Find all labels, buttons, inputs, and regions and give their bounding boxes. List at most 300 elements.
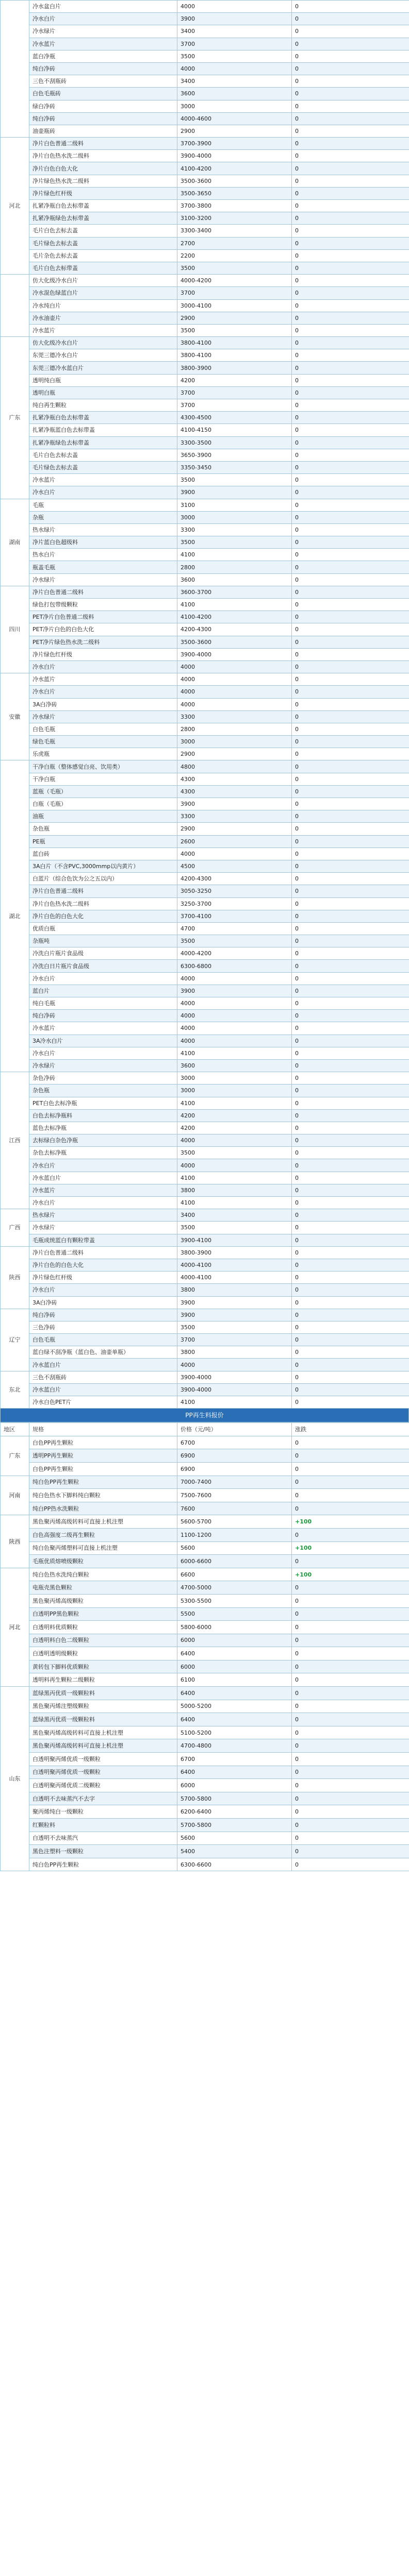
region-cell: 陕西 xyxy=(1,1246,29,1309)
spec-cell: 净片白色的白色大化 xyxy=(29,1259,177,1271)
table-row xyxy=(1,1284,409,1296)
table-row xyxy=(1,1673,409,1687)
table-row xyxy=(1,175,409,187)
change-cell: 0 xyxy=(292,985,409,997)
spec-cell: 冷水白片 xyxy=(29,486,177,499)
spec-cell: 净片白色的白色大化 xyxy=(29,910,177,922)
price-cell: 6400 xyxy=(177,1647,292,1660)
spec-cell: 纯白色聚丙烯塑料可直接上机注塑 xyxy=(29,1541,177,1555)
table-row xyxy=(1,1607,409,1621)
spec-cell: 杂色瓶 xyxy=(29,1084,177,1097)
change-cell: 0 xyxy=(292,511,409,523)
spec-cell: 冷水混色绿蓝白片 xyxy=(29,287,177,299)
table-row xyxy=(1,873,409,885)
price-cell: 4000-4100 xyxy=(177,1272,292,1284)
change-cell: 0 xyxy=(292,1687,409,1700)
table-row xyxy=(1,486,409,499)
change-cell: 0 xyxy=(292,1594,409,1607)
spec-cell: 三色不刮瓶砖 xyxy=(29,1371,177,1383)
spec-cell: 冷洗白日片瓶片食品级 xyxy=(29,960,177,972)
change-cell: 0 xyxy=(292,1753,409,1766)
table-row xyxy=(1,1346,409,1359)
spec-cell: 三色不刮瓶砖 xyxy=(29,75,177,88)
price-cell: 4100 xyxy=(177,1396,292,1409)
spec-cell: 电瓶壳黑色颗粒 xyxy=(29,1581,177,1595)
price-cell: 1100-1200 xyxy=(177,1528,292,1541)
price-cell: 3000 xyxy=(177,1072,292,1084)
change-cell: 0 xyxy=(292,798,409,810)
price-cell: 3900 xyxy=(177,486,292,499)
change-cell: 0 xyxy=(292,1858,409,1871)
table-row xyxy=(1,1449,409,1463)
price-cell: 3900 xyxy=(177,985,292,997)
change-cell: 0 xyxy=(292,138,409,150)
table-row xyxy=(1,424,409,436)
price-cell: 6900 xyxy=(177,1449,292,1463)
change-cell: 0 xyxy=(292,474,409,486)
price-cell: 4000 xyxy=(177,997,292,1010)
table-row xyxy=(1,299,409,312)
spec-cell: 蓝白片 xyxy=(29,985,177,997)
spec-cell: 冷水蓝白片 xyxy=(29,1359,177,1371)
table-row xyxy=(1,1159,409,1172)
table-row xyxy=(1,249,409,262)
region-cell: 湖南 xyxy=(1,499,29,586)
price-cell: 4100 xyxy=(177,1047,292,1059)
change-cell: 0 xyxy=(292,1122,409,1134)
change-cell: 0 xyxy=(292,150,409,162)
change-cell: 0 xyxy=(292,773,409,785)
price-cell: 4000 xyxy=(177,1359,292,1371)
price-cell: 3100 xyxy=(177,499,292,511)
table-row xyxy=(1,1581,409,1595)
change-cell: 0 xyxy=(292,436,409,449)
price-cell: 4200 xyxy=(177,374,292,386)
spec-cell: 透明料再生颗粒二级颗粒 xyxy=(29,1673,177,1687)
table-row xyxy=(1,1059,409,1072)
table-row xyxy=(1,660,409,673)
change-cell: 0 xyxy=(292,549,409,561)
region-cell: 河北 xyxy=(1,1568,29,1686)
region-cell xyxy=(1,275,29,337)
table-row xyxy=(1,1568,409,1581)
table-row xyxy=(1,386,409,399)
change-cell: 0 xyxy=(292,1621,409,1634)
table-row xyxy=(1,1334,409,1346)
price-cell: 4000-4600 xyxy=(177,112,292,125)
change-cell: 0 xyxy=(292,972,409,985)
spec-cell: 干净白瓶 xyxy=(29,773,177,785)
table-row xyxy=(1,474,409,486)
price-cell: 3500 xyxy=(177,50,292,62)
region-cell xyxy=(1,1,29,138)
spec-cell: 优质白瓶 xyxy=(29,922,177,935)
spec-cell: 冷水白片 xyxy=(29,13,177,25)
price-cell: 4100 xyxy=(177,1097,292,1109)
region-cell: 安徽 xyxy=(1,673,29,760)
region-cell: 广东 xyxy=(1,337,29,499)
change-cell: 0 xyxy=(292,362,409,374)
price-cell: 4300 xyxy=(177,773,292,785)
spec-cell: 白蓝片（综合色饮为公之五以内） xyxy=(29,873,177,885)
price-cell: 6300-6800 xyxy=(177,960,292,972)
price-cell: 2600 xyxy=(177,835,292,848)
spec-cell: 毛片杂色去标去盖 xyxy=(29,249,177,262)
price-cell: 3400 xyxy=(177,75,292,88)
table-row xyxy=(1,13,409,25)
spec-cell: 三色净砖 xyxy=(29,1321,177,1333)
table-row xyxy=(1,1700,409,1713)
price-cell: 3500 xyxy=(177,324,292,336)
table-row xyxy=(1,798,409,810)
spec-cell: 纯白毛瓶 xyxy=(29,997,177,1010)
price-cell: 4100 xyxy=(177,1197,292,1209)
spec-cell: 白色毛瓶 xyxy=(29,723,177,735)
spec-cell: 毛片白色去标去盖 xyxy=(29,449,177,461)
spec-cell: 黑色聚丙烯注塑级颗粒 xyxy=(29,1700,177,1713)
price-cell: 3300 xyxy=(177,710,292,723)
spec-cell: 蓝绿黑丙优质一级颗粒料 xyxy=(29,1687,177,1700)
table-row xyxy=(1,1805,409,1819)
change-cell: 0 xyxy=(292,337,409,349)
change-cell: 0 xyxy=(292,860,409,872)
spec-cell: 白透明不去味蒸汽 xyxy=(29,1832,177,1845)
table-row xyxy=(1,275,409,287)
change-cell: 0 xyxy=(292,1673,409,1687)
table-row xyxy=(1,1713,409,1726)
spec-cell: 冷水纯白片 xyxy=(29,299,177,312)
change-cell: 0 xyxy=(292,910,409,922)
price-cell: 3500 xyxy=(177,1222,292,1234)
price-cell: 3500 xyxy=(177,1321,292,1333)
table-row xyxy=(1,1502,409,1515)
change-cell: 0 xyxy=(292,935,409,947)
spec-cell: PE瓶 xyxy=(29,835,177,848)
change-cell: 0 xyxy=(292,237,409,249)
change-cell: 0 xyxy=(292,1502,409,1515)
spec-cell: 纯白再生颗粒 xyxy=(29,399,177,412)
price-cell: 3300-3400 xyxy=(177,225,292,237)
spec-cell: 白透明不去味蒸汽不去字 xyxy=(29,1792,177,1805)
spec-cell: 冷水绿片 xyxy=(29,1059,177,1072)
price-cell: 4100-4200 xyxy=(177,611,292,623)
price-cell: 3250-3700 xyxy=(177,897,292,910)
header-spec: 规格 xyxy=(29,1423,177,1436)
spec-cell: 蓝瓶（毛瓶） xyxy=(29,785,177,798)
price-cell: 4100-4150 xyxy=(177,424,292,436)
spec-cell: 冷水盆白片 xyxy=(29,1,177,13)
price-cell: 3700-4100 xyxy=(177,910,292,922)
price-cell: 6000 xyxy=(177,1660,292,1673)
change-cell: 0 xyxy=(292,424,409,436)
price-cell: 3900-4000 xyxy=(177,648,292,660)
table-row xyxy=(1,1172,409,1184)
price-cell: 4200-4300 xyxy=(177,873,292,885)
change-cell: 0 xyxy=(292,1476,409,1489)
table-row xyxy=(1,523,409,536)
table-row xyxy=(1,586,409,598)
spec-cell: 冷水蓝片 xyxy=(29,673,177,686)
price-cell: 6600 xyxy=(177,1568,292,1581)
spec-cell: 纯白净砖 xyxy=(29,1309,177,1321)
price-cell: 3800 xyxy=(177,1284,292,1296)
price-cell: 3900 xyxy=(177,13,292,25)
change-cell: 0 xyxy=(292,1832,409,1845)
change-cell: 0 xyxy=(292,1528,409,1541)
region-cell: 河南 xyxy=(1,1476,29,1515)
change-cell: 0 xyxy=(292,561,409,573)
table-row xyxy=(1,1555,409,1568)
spec-cell: 瓶盖毛瓶 xyxy=(29,561,177,573)
price-cell: 4200-4300 xyxy=(177,623,292,636)
table-row xyxy=(1,1134,409,1147)
price-cell: 4100 xyxy=(177,549,292,561)
footer xyxy=(0,1871,409,1885)
spec-cell: 冷水白片 xyxy=(29,972,177,985)
table-row xyxy=(1,1010,409,1022)
price-cell: 3000 xyxy=(177,1084,292,1097)
spec-cell: 扎紧净瓶蓝白色去标带盖 xyxy=(29,424,177,436)
price-cell: 4000 xyxy=(177,1,292,13)
spec-cell: 油壶瓶砖 xyxy=(29,125,177,137)
spec-cell: 冷水蓝片 xyxy=(29,474,177,486)
spec-cell: 净片白色普通二级料 xyxy=(29,1246,177,1259)
table-row xyxy=(1,686,409,698)
change-cell: 0 xyxy=(292,1321,409,1333)
price-cell: 3800-3900 xyxy=(177,362,292,374)
table-row xyxy=(1,324,409,336)
table-row xyxy=(1,1687,409,1700)
price-cell: 3700 xyxy=(177,386,292,399)
price-cell: 6100 xyxy=(177,1673,292,1687)
spec-cell: 白透明料白色二级颗粒 xyxy=(29,1634,177,1647)
price-cell: 6700 xyxy=(177,1753,292,1766)
table-row xyxy=(1,262,409,274)
price-cell: 4300 xyxy=(177,785,292,798)
change-cell: 0 xyxy=(292,1779,409,1792)
spec-cell: 毛片白色去标去盖 xyxy=(29,225,177,237)
table-row xyxy=(1,1779,409,1792)
spec-cell: 冷洗白片瓶片食品级 xyxy=(29,947,177,960)
change-cell: 0 xyxy=(292,710,409,723)
table-row xyxy=(1,349,409,362)
price-cell: 3000 xyxy=(177,736,292,748)
price-cell: 3800-3900 xyxy=(177,1246,292,1259)
change-cell: 0 xyxy=(292,1109,409,1122)
price-cell: 3700 xyxy=(177,1334,292,1346)
table-row xyxy=(1,623,409,636)
price-cell: 2800 xyxy=(177,723,292,735)
price-cell: 4000 xyxy=(177,1134,292,1147)
table-row xyxy=(1,860,409,872)
price-cell: 6900 xyxy=(177,1462,292,1476)
table-row xyxy=(1,374,409,386)
price-cell: 6700 xyxy=(177,1436,292,1449)
price-cell: 4700-5000 xyxy=(177,1581,292,1595)
change-cell: 0 xyxy=(292,1346,409,1359)
table-row xyxy=(1,673,409,686)
price-cell: 3800-4100 xyxy=(177,349,292,362)
spec-cell: 毛片绿色去标去盖 xyxy=(29,461,177,473)
region-cell: 湖北 xyxy=(1,760,29,1072)
price-cell: 3500 xyxy=(177,262,292,274)
table-row xyxy=(1,785,409,798)
change-cell: 0 xyxy=(292,1246,409,1259)
price-cell: 6000-6600 xyxy=(177,1555,292,1568)
price-cell: 3900-4000 xyxy=(177,1383,292,1396)
price-cell: 6400 xyxy=(177,1713,292,1726)
spec-cell: 白透明聚丙烯优质一级颗粒 xyxy=(29,1753,177,1766)
change-cell: 0 xyxy=(292,1134,409,1147)
change-cell: 0 xyxy=(292,1607,409,1621)
table-row xyxy=(1,611,409,623)
price-cell: 4800 xyxy=(177,760,292,773)
table-row xyxy=(1,1296,409,1309)
change-cell: 0 xyxy=(292,673,409,686)
spec-cell: 白色高强度二级再生颗粒 xyxy=(29,1528,177,1541)
change-cell: 0 xyxy=(292,1805,409,1819)
table-row xyxy=(1,1792,409,1805)
spec-cell: 冷水白片 xyxy=(29,686,177,698)
change-cell: 0 xyxy=(292,461,409,473)
table-row xyxy=(1,337,409,349)
price-cell: 4100-4200 xyxy=(177,162,292,175)
change-cell: 0 xyxy=(292,1197,409,1209)
table-row xyxy=(1,511,409,523)
price-cell: 3900-4000 xyxy=(177,1371,292,1383)
price-cell: 3500 xyxy=(177,1147,292,1159)
table-row xyxy=(1,1753,409,1766)
change-cell: 0 xyxy=(292,38,409,50)
spec-cell: 冷水蓝片 xyxy=(29,1184,177,1196)
change-cell: 0 xyxy=(292,1097,409,1109)
pp-section-title: PP再生料报价 xyxy=(0,1409,409,1422)
change-cell: 0 xyxy=(292,100,409,112)
spec-cell: 冷水白色PET片 xyxy=(29,1396,177,1409)
change-cell: 0 xyxy=(292,1713,409,1726)
price-cell: 4000 xyxy=(177,698,292,710)
spec-cell: PET净片绿色热水洗二级料 xyxy=(29,636,177,648)
spec-cell: 净片白色热水洗二级料 xyxy=(29,150,177,162)
table-row xyxy=(1,1462,409,1476)
change-cell: 0 xyxy=(292,873,409,885)
spec-cell: 透明纯白瓶 xyxy=(29,374,177,386)
price-cell: 3350-3450 xyxy=(177,461,292,473)
change-cell: 0 xyxy=(292,324,409,336)
spec-cell: 蓝色去标净瓶 xyxy=(29,1122,177,1134)
change-cell: 0 xyxy=(292,1284,409,1296)
table-row xyxy=(1,1147,409,1159)
price-cell: 3800 xyxy=(177,1184,292,1196)
spec-cell: 扎紧净瓶绿色去标带盖 xyxy=(29,212,177,225)
region-cell: 陕西 xyxy=(1,1515,29,1568)
spec-cell: 冷水蓝白片 xyxy=(29,1383,177,1396)
table-row xyxy=(1,362,409,374)
change-cell: 0 xyxy=(292,723,409,735)
change-cell: 0 xyxy=(292,636,409,648)
spec-cell: 聚丙烯纯白一级颗粒 xyxy=(29,1805,177,1819)
price-cell: 4200 xyxy=(177,1109,292,1122)
spec-cell: 冷水绿片 xyxy=(29,710,177,723)
change-cell: +100 xyxy=(292,1515,409,1529)
table-row xyxy=(1,1594,409,1607)
table-row xyxy=(1,935,409,947)
change-cell: 0 xyxy=(292,1010,409,1022)
change-cell: +100 xyxy=(292,1541,409,1555)
price-cell: 3900 xyxy=(177,798,292,810)
table-row xyxy=(1,897,409,910)
price-cell: 5300-5500 xyxy=(177,1594,292,1607)
table-row xyxy=(1,1246,409,1259)
table-row xyxy=(1,1515,409,1529)
change-cell: 0 xyxy=(292,125,409,137)
price-cell: 3400 xyxy=(177,25,292,38)
price-cell: 6400 xyxy=(177,1687,292,1700)
price-cell: 3000 xyxy=(177,511,292,523)
table-row xyxy=(1,1184,409,1196)
change-cell: 0 xyxy=(292,1259,409,1271)
table-row xyxy=(1,985,409,997)
table-row xyxy=(1,599,409,611)
change-cell: 0 xyxy=(292,1209,409,1222)
price-cell: 2900 xyxy=(177,823,292,835)
table-row xyxy=(1,150,409,162)
table-row xyxy=(1,1819,409,1832)
price-cell: 2200 xyxy=(177,249,292,262)
change-cell: 0 xyxy=(292,1159,409,1172)
price-cell: 3700 xyxy=(177,287,292,299)
table-row xyxy=(1,225,409,237)
region-cell: 河北 xyxy=(1,138,29,275)
spec-cell: PET白色去标净瓶 xyxy=(29,1097,177,1109)
spec-cell: 白色PP再生颗粒 xyxy=(29,1462,177,1476)
spec-cell: 红颗粒料 xyxy=(29,1819,177,1832)
price-cell: 2900 xyxy=(177,125,292,137)
price-cell: 3900 xyxy=(177,1296,292,1309)
change-cell: 0 xyxy=(292,997,409,1010)
spec-cell: 杂瓶 xyxy=(29,511,177,523)
change-cell: 0 xyxy=(292,785,409,798)
header-price: 价格（元/吨） xyxy=(177,1423,292,1436)
price-cell: 7500-7600 xyxy=(177,1489,292,1502)
price-cell: 7000-7400 xyxy=(177,1476,292,1489)
price-cell: 2900 xyxy=(177,312,292,324)
spec-cell: 去标绿白杂色净瓶 xyxy=(29,1134,177,1147)
price-cell: 3800 xyxy=(177,1346,292,1359)
table-row xyxy=(1,710,409,723)
spec-cell: 东莞三德冷水白片 xyxy=(29,349,177,362)
spec-cell: 绿白净砖 xyxy=(29,100,177,112)
table-row xyxy=(1,835,409,848)
table-row xyxy=(1,499,409,511)
price-cell: 4000 xyxy=(177,686,292,698)
price-cell: 5800-6000 xyxy=(177,1621,292,1634)
price-cell: 4700 xyxy=(177,922,292,935)
price-cell: 3300-3500 xyxy=(177,436,292,449)
table-row xyxy=(1,1222,409,1234)
price-cell: 3600 xyxy=(177,1059,292,1072)
spec-cell: PET净片白色普通二级料 xyxy=(29,611,177,623)
table-row xyxy=(1,88,409,100)
change-cell: 0 xyxy=(292,1359,409,1371)
spec-cell: 纯白色PP再生颗粒 xyxy=(29,1476,177,1489)
price-cell: 3900-4000 xyxy=(177,150,292,162)
table-row xyxy=(1,561,409,573)
table-row xyxy=(1,1634,409,1647)
change-cell: 0 xyxy=(292,536,409,549)
price-cell: 3700-3900 xyxy=(177,138,292,150)
spec-cell: 纯白净砖 xyxy=(29,62,177,75)
